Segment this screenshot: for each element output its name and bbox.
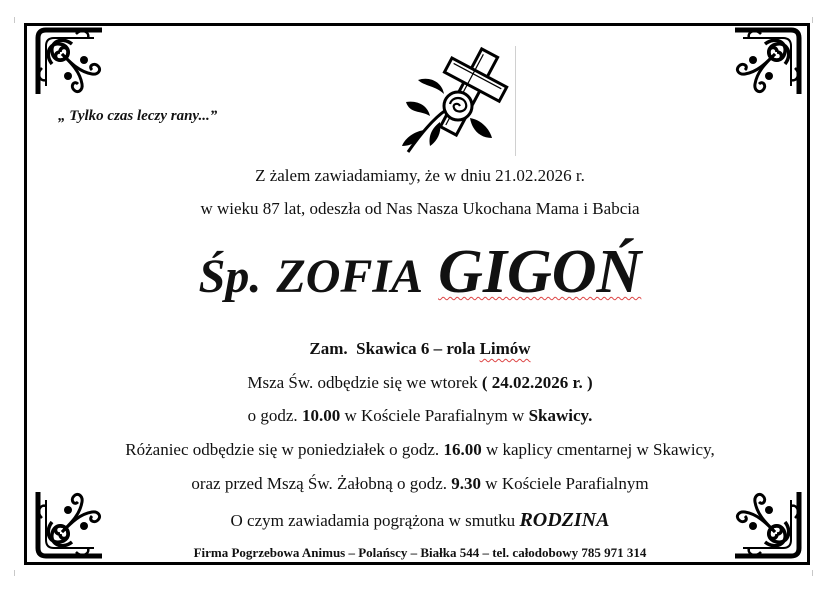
- divider: [515, 46, 516, 156]
- intro-line-2: w wieku 87 lat, odeszła od Nas Nasza Ukochana Mama i Babcia: [200, 199, 640, 218]
- name-prefix: Śp.: [198, 250, 262, 303]
- address-label: Zam.: [309, 339, 348, 358]
- address-area: Limów: [479, 339, 531, 358]
- funeral-mass-place: w Kościele Parafialnym: [485, 474, 649, 493]
- mass-church-place: Skawicy.: [528, 406, 593, 425]
- funeral-mass-line: [0, 474, 840, 494]
- rosary-place: w kaplicy cmentarnej w Skawicy,: [485, 440, 715, 459]
- mass-text: Msza Św. odbędzie się we wtorek: [247, 373, 478, 392]
- rosary-time: 16.00: [443, 440, 482, 459]
- funeral-mass-text: oraz przed Mszą Św. Żałobną o godz.: [191, 474, 448, 493]
- intro-line-1: Z żalem zawiadamiamy, że w dniu 21.02.2026 r.: [255, 166, 585, 185]
- mass-time: 10.00: [301, 406, 341, 425]
- crop-mark: [812, 570, 813, 576]
- mass-church: w Kościele Parafialnym w: [344, 406, 525, 425]
- mass-line: [0, 373, 840, 393]
- corner-ornament-icon: [729, 24, 805, 100]
- cross-with-rose-icon: [400, 40, 515, 158]
- deceased-name: [0, 234, 840, 315]
- mass-time-line: [0, 406, 840, 426]
- mass-date: ( 24.02.2026 r. ): [481, 373, 593, 392]
- address-place: Skawica 6 – rola: [356, 339, 476, 358]
- address-line: [0, 339, 840, 359]
- rosary-text: Różaniec odbędzie się w poniedziałek o godz.: [125, 440, 440, 459]
- crop-mark: [812, 17, 813, 23]
- family-signature: RODZINA: [519, 509, 610, 531]
- mass-time-prefix: o godz.: [247, 406, 298, 425]
- corner-ornament-icon: [32, 24, 108, 100]
- rosary-line: [0, 440, 840, 460]
- funeral-mass-time: 9.30: [451, 474, 482, 493]
- funeral-home-footer: Firma Pogrzebowa Animus – Polańscy – Białka 544 – tel. całodobowy 785 971 314: [193, 545, 647, 560]
- first-name: ZOFIA: [276, 250, 424, 303]
- closing-text: O czym zawiadamia pogrążona w smutku: [230, 511, 516, 530]
- crop-mark: [14, 570, 15, 576]
- crop-mark: [14, 17, 15, 23]
- last-name: GIGOŃ: [438, 238, 642, 306]
- motto: „ Tylko czas leczy rany...”: [58, 108, 218, 124]
- closing-line: [0, 509, 840, 532]
